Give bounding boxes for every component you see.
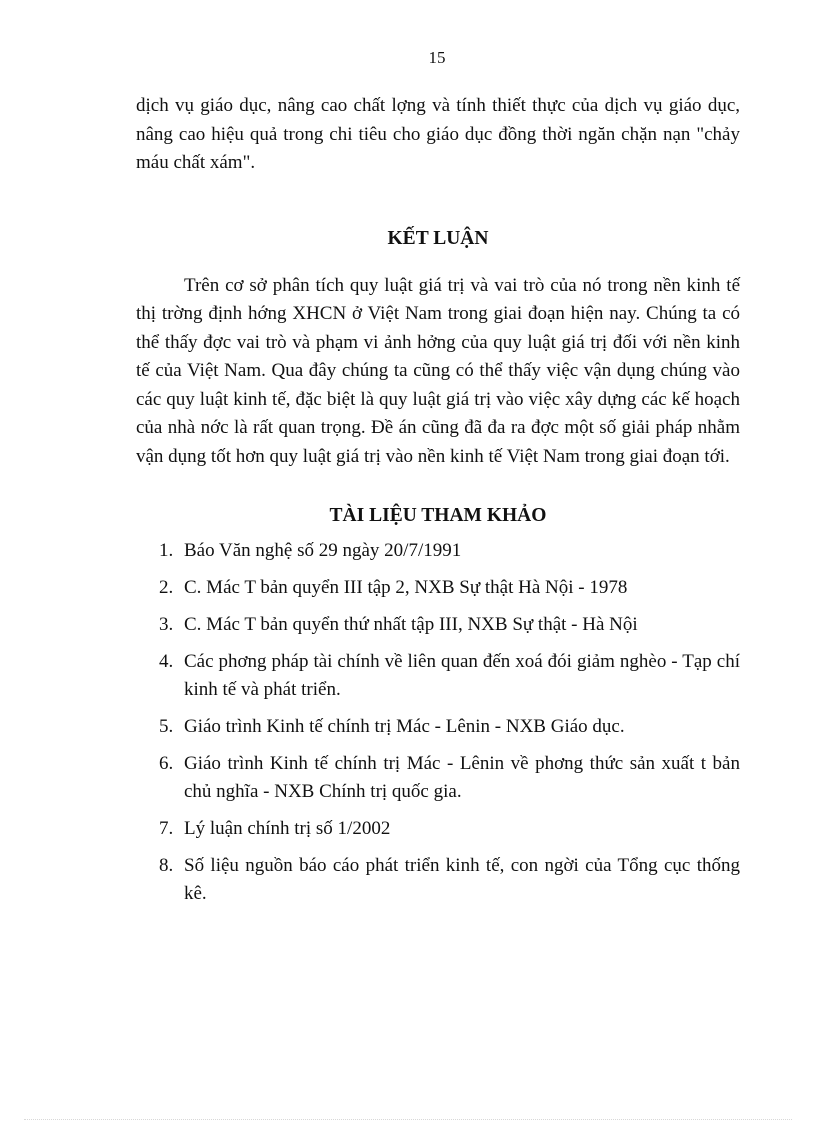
conclusion-heading: KẾT LUẬN xyxy=(387,227,489,249)
reference-text: Báo Văn nghệ số 29 ngày 20/7/1991 xyxy=(184,540,462,561)
intro-paragraph: dịch vụ giáo dục, nâng cao chất lợng và tính thiết thực của dịch vụ giáo dục, nâng cao hiệu quả trong chi tiêu cho giáo dục đồng thời ngăn chặn nạn "chảy máu chất xám". xyxy=(136,95,740,173)
reference-text: C. Mác T bản quyển thứ nhất tập III, NXB Sự thật - Hà Nội xyxy=(184,614,638,635)
page-bottom-rule xyxy=(24,1119,792,1120)
reference-number: 4. xyxy=(159,651,174,672)
references-heading: TÀI LIỆU THAM KHẢO xyxy=(329,505,547,526)
reference-item xyxy=(136,750,740,806)
reference-item xyxy=(136,713,740,741)
conclusion-paragraph: Trên cơ sở phân tích quy luật giá trị và vai trò của nó trong nền kinh tế thị trờng định hớng XHCN ở Việt Nam trong giai đoạn hiện nay. Chúng ta có thể thấy đợc vai trò và phạm vi ảnh hởng của quy luật giá trị đối với nền kinh tế của Việt Nam. Qua đây chúng ta cũng có thể thấy việc vận dụng chúng vào các quy luật kinh tế, đặc biệt là quy luật giá trị vào việc xây dựng các kế hoạch của nhà nớc là rất quan trọng. Đề án cũng đã đa ra đợc một số giải pháp nhằm vận dụng tốt hơn quy luật giá trị vào nền kinh tế Việt Nam trong giai đoạn tới. xyxy=(136,274,740,467)
reference-item xyxy=(136,537,740,565)
reference-item xyxy=(136,815,740,843)
reference-item xyxy=(136,852,740,908)
reference-number: 5. xyxy=(159,716,174,737)
reference-number: 3. xyxy=(159,614,174,635)
reference-item xyxy=(136,574,740,602)
document-body xyxy=(136,92,740,917)
reference-number: 2. xyxy=(159,577,174,598)
reference-list xyxy=(136,537,740,908)
reference-number: 8. xyxy=(159,855,174,876)
reference-text: Các phơng pháp tài chính về liên quan đến xoá đói giảm nghèo - Tạp chí kinh tế và phát triển. xyxy=(184,651,740,700)
reference-number: 1. xyxy=(159,540,174,561)
reference-text: Lý luận chính trị số 1/2002 xyxy=(184,818,391,839)
reference-text: C. Mác T bản quyển III tập 2, NXB Sự thật Hà Nội - 1978 xyxy=(184,577,628,598)
reference-number: 7. xyxy=(159,818,174,839)
reference-item xyxy=(136,648,740,704)
reference-number: 6. xyxy=(159,753,174,774)
reference-item xyxy=(136,611,740,639)
page-number: 15 xyxy=(428,48,446,67)
reference-text: Số liệu nguồn báo cáo phát triển kinh tế, con ngời của Tổng cục thống kê. xyxy=(184,855,740,904)
reference-text: Giáo trình Kinh tế chính trị Mác - Lênin về phơng thức sản xuất t bản chủ nghĩa - NXB Chính trị quốc gia. xyxy=(184,753,740,802)
reference-text: Giáo trình Kinh tế chính trị Mác - Lênin - NXB Giáo dục. xyxy=(184,716,625,737)
